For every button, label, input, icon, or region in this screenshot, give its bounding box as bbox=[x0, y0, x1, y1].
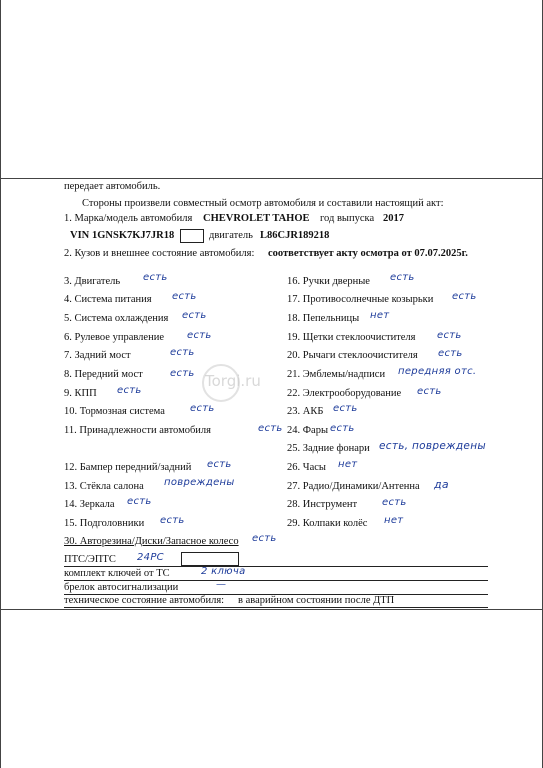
tech-label: техническое состояние автомобиля: bbox=[64, 595, 225, 606]
tech-value: в аварийном состоянии после ДТП bbox=[238, 595, 395, 606]
pts-note: 24РС bbox=[137, 552, 164, 563]
intro-line-2: Стороны произвели совместный осмотр автомобиля и составили настоящий акт: bbox=[82, 198, 444, 209]
item-tools-note: есть bbox=[382, 497, 407, 508]
item-fuel-system: 4. Система питания bbox=[64, 294, 152, 305]
item-tools: 28. Инструмент bbox=[287, 499, 358, 510]
pts-redaction-box bbox=[181, 552, 239, 566]
item-gearbox-note: есть bbox=[117, 385, 142, 396]
item-hubcaps-note: нет bbox=[384, 515, 404, 526]
item-mirrors: 14. Зеркала bbox=[64, 499, 115, 510]
item-ashtrays: 18. Пепельницы bbox=[287, 313, 360, 324]
item-headlights: 24. Фары bbox=[287, 425, 329, 436]
left-edge bbox=[0, 0, 1, 768]
condition-value: соответствует акту осмотра от 07.07.2025г. bbox=[268, 248, 468, 259]
item-wiper-arms: 20. Рычаги стеклоочистителя bbox=[287, 350, 418, 361]
item-cooling-system-note: есть bbox=[182, 310, 207, 321]
item-sun-visors: 17. Противосолнечные козырьки bbox=[287, 294, 434, 305]
brand-label: 1. Марка/модель автомобиля bbox=[64, 213, 193, 224]
item-accessories-note: есть bbox=[258, 423, 283, 434]
top-border bbox=[0, 178, 543, 179]
pts-label: ПТС/ЭПТС bbox=[64, 554, 116, 565]
item-battery: 23. АКБ bbox=[287, 406, 324, 417]
vin-label: VIN bbox=[70, 230, 90, 241]
item-mirrors-note: есть bbox=[127, 496, 152, 507]
item-radio: 27. Радио/Динамики/Антенна bbox=[287, 481, 420, 492]
item-headlights-note: есть bbox=[330, 423, 355, 434]
item-glass-note: повреждены bbox=[164, 477, 235, 488]
item-door-handles: 16. Ручки дверные bbox=[287, 276, 370, 287]
item-hubcaps: 29. Колпаки колёс bbox=[287, 518, 368, 529]
item-bumpers: 12. Бампер передний/задний bbox=[64, 462, 192, 473]
item-brakes: 10. Тормозная система bbox=[64, 406, 165, 417]
vin-redaction-box bbox=[180, 229, 204, 243]
item-emblems: 21. Эмблемы/надписи bbox=[287, 369, 386, 380]
item-rear-axle-note: есть bbox=[170, 347, 195, 358]
item-steering: 6. Рулевое управление bbox=[64, 332, 164, 343]
item-bumpers-note: есть bbox=[207, 459, 232, 470]
item-battery-note: есть bbox=[333, 403, 358, 414]
item-front-axle: 8. Передний мост bbox=[64, 369, 143, 380]
item-brakes-note: есть bbox=[190, 403, 215, 414]
item-electrical: 22. Электрооборудование bbox=[287, 388, 402, 399]
year-value: 2017 bbox=[383, 213, 404, 224]
item-wiper-arms-note: есть bbox=[438, 348, 463, 359]
item-rear-axle: 7. Задний мост bbox=[64, 350, 131, 361]
tech-underline bbox=[64, 607, 488, 608]
keys-label: комплект ключей от ТС bbox=[64, 568, 170, 579]
item-tires: 30. Авторезина/Диски/Запасное колесо bbox=[64, 536, 239, 547]
item-wiper-blades: 19. Щетки стеклоочистителя bbox=[287, 332, 416, 343]
item-accessories: 11. Принадлежности автомобиля bbox=[64, 425, 211, 436]
item-door-handles-note: есть bbox=[390, 272, 415, 283]
fob-label: брелок автосигнализации bbox=[64, 582, 179, 593]
item-gearbox: 9. КПП bbox=[64, 388, 97, 399]
watermark-text: Torgi.ru bbox=[205, 372, 261, 390]
item-cooling-system: 5. Система охлаждения bbox=[64, 313, 169, 324]
item-engine-note: есть bbox=[143, 272, 168, 283]
keys-note: 2 ключа bbox=[201, 566, 246, 577]
item-tires-note: есть bbox=[252, 533, 277, 544]
keys-underline bbox=[64, 580, 488, 581]
item-emblems-note: передняя отс. bbox=[398, 366, 477, 377]
year-label: год выпуска bbox=[320, 213, 375, 224]
pts-underline bbox=[64, 566, 488, 567]
bottom-border bbox=[0, 609, 543, 610]
item-fuel-system-note: есть bbox=[172, 291, 197, 302]
item-electrical-note: есть bbox=[417, 386, 442, 397]
item-front-axle-note: есть bbox=[170, 368, 195, 379]
item-ashtrays-note: нет bbox=[370, 310, 390, 321]
item-radio-note: да bbox=[434, 478, 449, 491]
item-steering-note: есть bbox=[187, 330, 212, 341]
vin-value: 1GNSK7KJ7JR18 bbox=[92, 230, 175, 241]
item-engine: 3. Двигатель bbox=[64, 276, 121, 287]
brand-value: CHEVROLET TAHOE bbox=[203, 213, 310, 224]
intro-line-1: передает автомобиль. bbox=[64, 181, 161, 192]
item-headrests-note: есть bbox=[160, 515, 185, 526]
fob-note: — bbox=[216, 579, 227, 590]
item-taillights: 25. Задние фонари bbox=[287, 443, 370, 454]
item-headrests: 15. Подголовники bbox=[64, 518, 145, 529]
engine-value: L86CJR189218 bbox=[260, 230, 330, 241]
item-wiper-blades-note: есть bbox=[437, 330, 462, 341]
item-glass: 13. Стёкла салона bbox=[64, 481, 144, 492]
item-sun-visors-note: есть bbox=[452, 291, 477, 302]
condition-label: 2. Кузов и внешнее состояние автомобиля: bbox=[64, 248, 255, 259]
engine-label: двигатель bbox=[209, 230, 253, 241]
item-clock: 26. Часы bbox=[287, 462, 326, 473]
item-clock-note: нет bbox=[338, 459, 358, 470]
item-taillights-note: есть, повреждены bbox=[379, 440, 486, 452]
